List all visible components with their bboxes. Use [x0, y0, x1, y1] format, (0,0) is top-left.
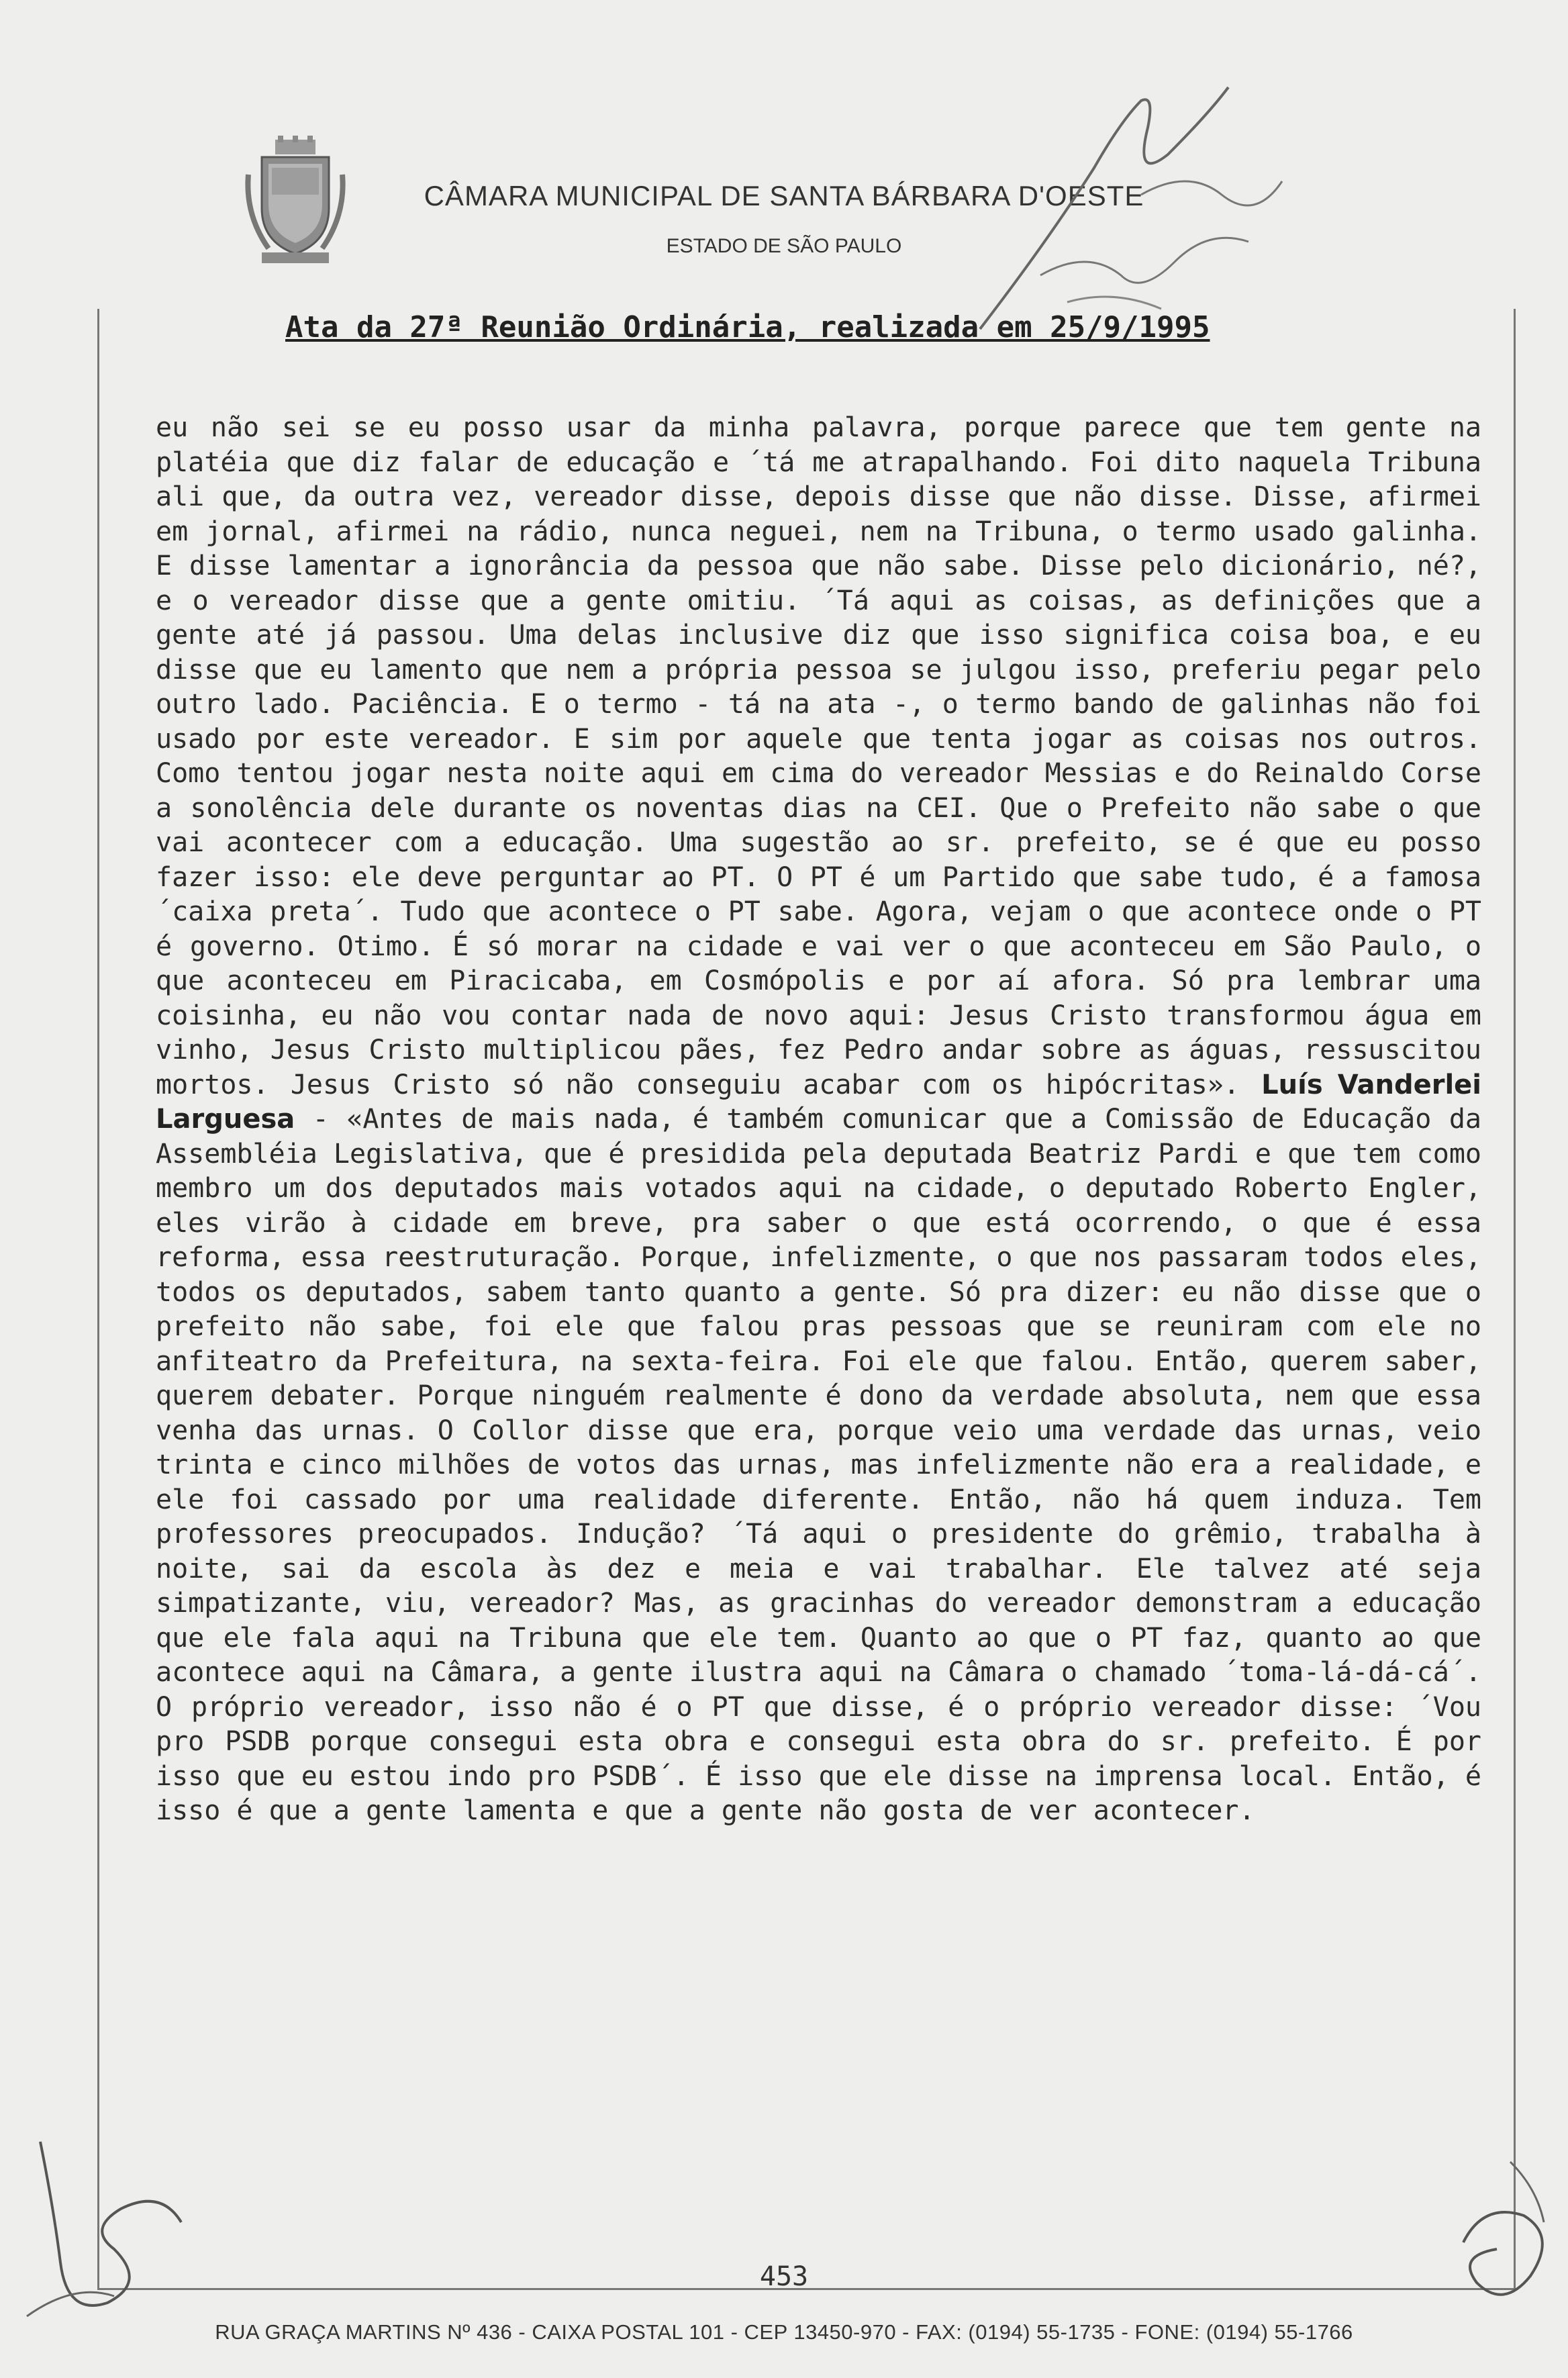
left-margin-rule [97, 309, 99, 2289]
institution-name: CÂMARA MUNICIPAL DE SANTA BÁRBARA D'OESTE [424, 180, 1144, 211]
body-text-part-2: - «Antes de mais nada, é também comunicar que a Comissão de Educação da Assembléia Legislativa, que é presidida pela deputada Beatriz Pardi e que tem como membro um dos deputados mais votados aqui na cidade, o deputado Roberto Engler, eles virão à cidade em breve, pra saber o que está ocorrendo, o que é essa reforma, essa reestruturação. Porque, infelizmente, o que nos passaram todos eles, todos os deputados, sabem tanto quanto a gente. Só pra dizer: eu não disse que o prefeito não sabe, foi ele que falou pras pessoas que se reuniram com ele no anfiteatro da Prefeitura, na sexta-feira. Foi ele que falou. Então, querem saber, querem debater. Porque ninguém realmente é dono da verdade absoluta, nem que essa venha das urnas. O Collor disse que era, porque veio uma verdade das urnas, veio trinta e cinco milhões de votos das urnas, mas infelizmente não era a realidade, e ele foi cassado por uma realidade diferente. Então, não há quem induza. Tem professores preocupados. Indução? ´Tá aqui o presidente do grêmio, trabalha à noite, sai da escola às dez e meia e vai trabalhar. Ele talvez até seja simpatizante, viu, vereador? Mas, as gracinhas do vereador demonstram a educação que ele fala aqui na Tribuna que ele tem. Quanto ao que o PT faz, quanto ao que acontece aqui na Câmara, a gente ilustra aqui na Câmara o chamado ´toma-lá-dá-cá´. O próprio vereador, isso não é o PT que disse, é o próprio vereador disse: ´Vou pro PSDB porque consegui esta obra e consegui esta obra do sr. prefeito. É por isso que eu estou indo pro PSDB´. É isso que ele disse na imprensa local. Então, é isso é que a gente lamenta e que a gente não gosta de ver acontecer. [156, 1104, 1481, 1826]
body-text-part-1: eu não sei se eu posso usar da minha palavra, porque parece que tem gente na platéia que diz falar de educação e ´tá me atrapalhando. Foi dito naquela Tribuna ali que, da outra vez, vereador disse, depois disse que não disse. Disse, afirmei em jornal, afirmei na rádio, nunca neguei, nem na Tribuna, o termo usado galinha. E disse lamentar a ignorância da pessoa que não sabe. Disse pelo dicionário, né?, e o vereador disse que a gente omitiu. ´Tá aqui as coisas, as definições que a gente até já passou. Uma delas inclusive diz que isso significa coisa boa, e eu disse que eu lamento que nem a própria pessoa se julgou isso, preferiu pegar pelo outro lado. Paciência. E o termo - tá na ata -, o termo bando de galinhas não foi usado por este vereador. E sim por aquele que tenta jogar as coisas nos outros. Como tentou jogar nesta noite aqui em cima do vereador Messias e do Reinaldo Corse a sonolência dele durante os noventas dias na CEI. Que o Prefeito não sabe o que vai acontecer com a educação. Uma sugestão ao sr. prefeito, se é que eu posso fazer isso: ele deve perguntar ao PT. O PT é um Partido que sabe tudo, é a famosa ´caixa preta´. Tudo que acontece o PT sabe. Agora, vejam o que acontece onde o PT é governo. Otimo. É só morar na cidade e vai ver o que aconteceu em São Paulo, o que aconteceu em Piracicaba, em Cosmópolis e por aí afora. Só pra lembrar uma coisinha, eu não vou contar nada de novo aqui: Jesus Cristo transformou água em vinho, Jesus Cristo multiplicou pães, fez Pedro andar sobre as águas, ressuscitou mortos. Jesus Cristo só não conseguiu acabar com os hipócritas». [156, 412, 1481, 1100]
page-number: 453 [759, 2261, 809, 2292]
right-margin-rule [1514, 309, 1516, 2289]
footer-address: RUA GRAÇA MARTINS Nº 436 - CAIXA POSTAL 101 - CEP 13450-970 - FAX: (0194) 55-1735 - FONE: (0194) 55-1766 [215, 2320, 1353, 2344]
signature-bottom-right [1443, 2135, 1564, 2323]
state-name: ESTADO DE SÃO PAULO [666, 235, 902, 257]
minutes-body [156, 411, 1481, 1829]
signature-bottom-left [13, 2128, 201, 2330]
speaker-name: Luís Vanderlei Larguesa [156, 1069, 1482, 1135]
minutes-title: Ata da 27ª Reunião Ordinária, realizada em 25/9/1995 [285, 310, 1210, 344]
